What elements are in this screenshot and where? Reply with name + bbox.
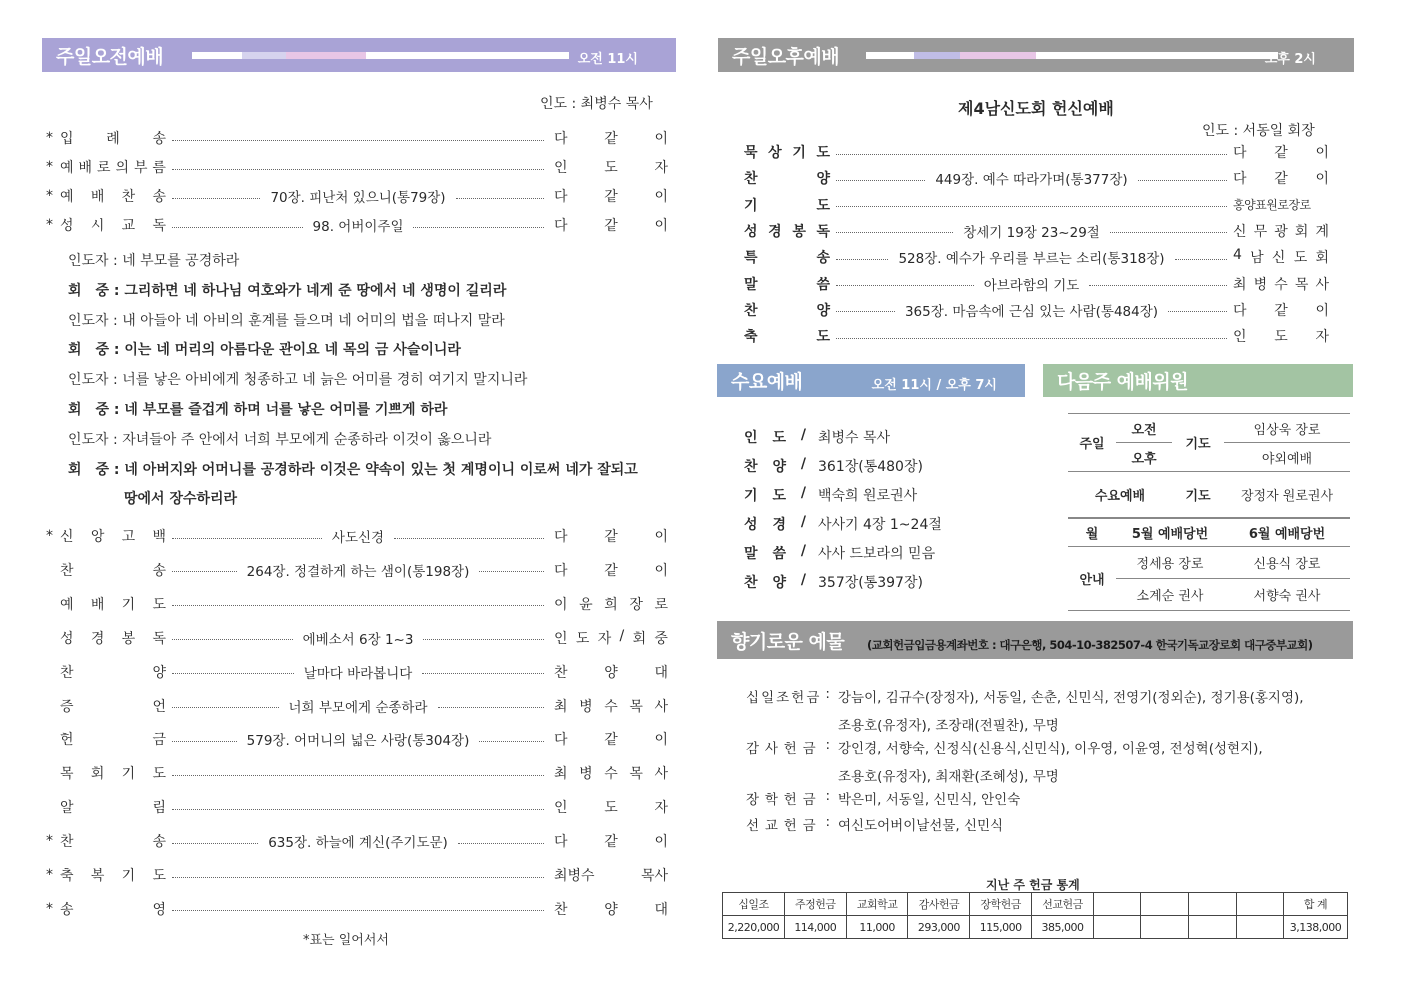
order-item-person: 4 남 신 도 회 — [1233, 247, 1329, 267]
order-row — [46, 183, 668, 209]
guide-label: 안내 — [1068, 547, 1116, 611]
stats-title: 지난 주 헌금 통계 — [986, 878, 1080, 892]
morning-title: 주일오전예배 — [56, 45, 164, 68]
stats-value-cell: 293,000 — [908, 916, 970, 939]
order-item-person: 최 병 수 목 사 — [554, 766, 668, 783]
order-item-name: 입 례 송 — [60, 131, 166, 147]
order-item-content: 70장. 피난처 있으니(통79장) — [166, 186, 550, 206]
order-row — [46, 154, 668, 180]
offering-names: 강늠이, 김규수(장정자), 서동일, 손춘, 신민식, 전영기(정외순), 정기용(홍지영), 조용호(유정자), 조장래(전필찬), 무명 — [838, 690, 1304, 734]
wednesday-value: 361장(통480장) — [818, 459, 923, 475]
order-row — [46, 125, 668, 151]
offering-row — [746, 737, 1263, 785]
offering-row — [746, 686, 1304, 734]
offering-type: 장 학 헌 금 : — [746, 788, 830, 808]
wednesday-row — [744, 543, 935, 563]
offering-names: 여신도어버이날선물, 신민식 — [838, 817, 1004, 834]
order-item-content — [166, 601, 550, 606]
wednesday-row — [744, 572, 923, 592]
order-item-name: 예 배 찬 송 — [60, 189, 166, 205]
order-item-content — [166, 136, 550, 141]
order-row — [46, 726, 668, 752]
order-item-name: 말 씀 — [744, 276, 830, 293]
order-item-person: 최병수 목사 — [554, 868, 668, 884]
may-header: 5월 예배당번 — [1116, 518, 1224, 547]
standing-mark: * — [46, 867, 53, 883]
stats-header-cell: 합 계 — [1284, 893, 1348, 916]
order-item-content: 너희 부모에게 순종하라 — [166, 696, 550, 716]
order-item-name: 축 복 기 도 — [60, 868, 166, 884]
order-item-content: 579장. 어머니의 넓은 사랑(통304장) — [166, 729, 550, 749]
stats-header-cell: 감사헌금 — [908, 893, 970, 916]
offering-title: 향기로운 예물 — [731, 630, 845, 653]
committee-title: 다음주 예배위원 — [1057, 371, 1189, 393]
am-label: 오전 — [1116, 414, 1172, 443]
offering-header — [717, 621, 1353, 659]
pm-label: 오후 — [1116, 443, 1172, 472]
offering-names: 강인경, 서향숙, 신정식(신용식,신민식), 이우영, 이윤영, 전성혁(성현지), 조용호(유정자), 최재환(조혜성), 무명 — [838, 741, 1263, 785]
order-row — [744, 244, 1329, 270]
order-item-content: 528장. 예수가 우리를 부르는 소리(통318장) — [830, 247, 1233, 267]
stats-header-cell — [1236, 893, 1284, 916]
wednesday-row — [744, 456, 923, 476]
morning-leader: 인도 : 최병수 목사 — [540, 96, 653, 112]
order-item-person: 인 도 자 — [554, 160, 668, 176]
order-item-content: 98. 어버이주일 — [166, 215, 550, 235]
order-item-content: 365장. 마음속에 근심 있는 사람(통484장) — [830, 300, 1233, 320]
stats-value-cell — [1236, 916, 1284, 939]
responsive-line: 인도자 : 자녀들아 주 안에서 너희 부모에게 순종하라 이것이 옳으니라 — [68, 431, 492, 448]
responsive-line: 회 중 : 이는 네 머리의 아름다운 관이요 네 목의 금 사슬이니라 — [68, 342, 461, 359]
wednesday-value: 357장(통397장) — [818, 575, 923, 591]
order-item-content — [830, 334, 1233, 339]
stats-header-cell: 교회학교 — [846, 893, 908, 916]
header-decor-bar — [192, 52, 569, 59]
order-item-name: 특 송 — [744, 250, 830, 267]
order-row — [744, 192, 1329, 218]
order-item-content: 449장. 예수 따라가며(통377장) — [830, 168, 1233, 188]
pm-pray-value: 야외예배 — [1224, 443, 1350, 472]
stats-value-cell — [1188, 916, 1236, 939]
order-row — [744, 165, 1329, 191]
order-item-content: 아브라함의 기도 — [830, 274, 1233, 294]
stats-value-cell — [1093, 916, 1141, 939]
wednesday-key: 찬 양 / — [744, 572, 806, 591]
order-row — [744, 323, 1329, 349]
order-item-name: 예 배 기 도 — [60, 596, 166, 613]
order-item-person: 찬 양 대 — [554, 901, 668, 918]
standing-mark: * — [46, 833, 53, 850]
stats-value-cell: 114,000 — [784, 916, 846, 939]
wednesday-key: 찬 양 / — [744, 456, 806, 475]
am-pray-value: 임상욱 장로 — [1224, 414, 1350, 443]
order-item-person: 다 같 이 — [1233, 171, 1329, 188]
order-item-person: 최 병 수 목 사 — [554, 698, 668, 715]
responsive-line: 땅에서 장수하리라 — [124, 491, 238, 508]
afternoon-leader: 인도 : 서동일 회장 — [1202, 123, 1315, 139]
order-row — [46, 212, 668, 238]
standing-mark: * — [46, 528, 53, 544]
order-item-name: 찬 양 — [744, 171, 830, 188]
order-row — [46, 591, 668, 617]
stats-header-cell: 주정헌금 — [784, 893, 846, 916]
offering-type: 감 사 헌 금 : — [746, 737, 830, 757]
committee-header — [1043, 364, 1353, 397]
order-row — [46, 862, 668, 888]
order-item-name: 성 경 봉 독 — [60, 630, 166, 647]
stats-header-cell: 장학헌금 — [970, 893, 1032, 916]
order-item-person: 인 도 자 — [1233, 329, 1329, 346]
june-header: 6월 예배당번 — [1224, 518, 1350, 547]
order-item-content: 264장. 정결하게 하는 샘이(통198장) — [166, 560, 550, 580]
order-item-person: 다 같 이 — [554, 131, 668, 147]
sunday-label: 주일 — [1068, 414, 1116, 472]
standing-mark: * — [46, 217, 53, 233]
wednesday-header — [717, 364, 1025, 397]
wed-pray-value: 장정자 원로권사 — [1224, 472, 1350, 518]
responsive-line: 회 중 : 네 부모를 즐겁게 하며 너를 낳은 어미를 기쁘게 하라 — [68, 402, 448, 418]
responsive-line: 인도자 : 네 부모를 공경하라 — [68, 253, 240, 269]
order-row — [46, 693, 668, 719]
standing-mark: * — [46, 130, 53, 146]
wednesday-key: 인 도 / — [744, 427, 806, 446]
stats-header-cell — [1093, 893, 1141, 916]
order-row — [744, 297, 1329, 323]
order-item-person: 홍양표원로장로 — [1233, 198, 1311, 213]
order-item-person: 다 같 이 — [554, 189, 668, 205]
order-item-name: 헌 금 — [60, 732, 166, 749]
morning-time: 오전 11시 — [577, 52, 638, 67]
order-item-person: 다 같 이 — [554, 218, 668, 234]
order-item-name: 송 영 — [60, 901, 166, 918]
responsive-line: 인도자 : 너를 낳은 아비에게 청종하고 네 늙은 어미를 경히 여기지 말지니라 — [68, 372, 528, 389]
june-guide-1: 신용식 장로 — [1224, 547, 1350, 579]
wednesday-row — [744, 514, 942, 534]
order-item-person: 다 같 이 — [554, 834, 668, 851]
order-item-name: 찬 송 — [60, 834, 166, 851]
offering-type: 십 일 조 헌 금 : — [746, 686, 830, 706]
standing-mark: * — [46, 188, 53, 204]
month-label: 월 — [1068, 518, 1116, 547]
order-item-name: 신 앙 고 백 — [60, 529, 166, 545]
order-row — [744, 139, 1329, 165]
wednesday-key: 성 경 / — [744, 514, 806, 533]
afternoon-title: 주일오후예배 — [732, 45, 840, 68]
order-item-person: 신 무 광 회 계 — [1233, 223, 1329, 240]
order-row — [46, 523, 668, 549]
afternoon-header — [718, 38, 1354, 72]
order-item-content — [830, 202, 1233, 207]
stats-value-cell — [1141, 916, 1189, 939]
wednesday-value: 사사기 4장 1~24절 — [818, 517, 942, 533]
stats-value-cell: 11,000 — [846, 916, 908, 939]
order-item-content: 창세기 19장 23~29절 — [830, 221, 1233, 241]
june-guide-2: 서향숙 권사 — [1224, 579, 1350, 611]
order-item-name: 목 회 기 도 — [60, 766, 166, 783]
responsive-line: 회 중 : 그리하면 네 하나님 여호와가 네게 준 땅에서 네 생명이 길리라 — [68, 282, 507, 299]
order-item-content: 에베소서 6장 1~3 — [166, 628, 550, 648]
order-row — [46, 828, 668, 854]
stats-header-cell — [1141, 893, 1189, 916]
wed-pray-label: 기도 — [1172, 472, 1224, 518]
order-item-content: 사도신경 — [166, 526, 550, 546]
standing-note: *표는 일어서서 — [303, 933, 389, 948]
order-item-person: 다 같 이 — [554, 732, 668, 749]
order-item-name: 찬 양 — [60, 664, 166, 681]
header-decor-bar — [866, 52, 1278, 59]
offering-row — [746, 788, 1020, 808]
order-row — [46, 794, 668, 820]
order-item-content: 날마다 바라봅니다 — [166, 662, 550, 682]
order-row — [46, 625, 668, 651]
order-item-name: 찬 송 — [60, 562, 166, 579]
order-item-content — [166, 906, 550, 911]
order-row — [46, 896, 668, 922]
afternoon-subtitle: 제4남신도회 헌신예배 — [958, 99, 1114, 118]
wednesday-title: 수요예배 — [731, 371, 803, 393]
wed-label: 수요예배 — [1068, 472, 1172, 518]
bank-account: (교회헌금입금용계좌번호 : 대구은행, 504-10-382507-4 한국기독교장로회 대구중부교회) — [867, 638, 1313, 652]
order-row — [46, 760, 668, 786]
order-item-content — [166, 873, 550, 878]
stats-table — [722, 892, 1348, 939]
stats-value-cell: 2,220,000 — [723, 916, 785, 939]
order-item-name: 기 도 — [744, 197, 830, 214]
stats-header-cell — [1188, 893, 1236, 916]
offering-names: 박은미, 서동일, 신민식, 안인숙 — [838, 792, 1021, 808]
stats-header-cell: 선교헌금 — [1032, 893, 1094, 916]
order-row — [744, 271, 1329, 297]
wednesday-row — [744, 427, 890, 447]
order-item-name: 예 배 로 의 부 름 — [60, 160, 166, 176]
order-item-content — [166, 165, 550, 170]
order-item-person: 인 도 자 / 회 중 — [554, 627, 668, 647]
order-item-content — [166, 771, 550, 776]
standing-mark: * — [46, 900, 53, 917]
order-item-person: 다 같 이 — [1233, 145, 1329, 161]
afternoon-time: 오후 2시 — [1264, 52, 1316, 67]
order-item-person: 다 같 이 — [554, 529, 668, 545]
pray-label: 기도 — [1172, 414, 1224, 472]
morning-header — [42, 38, 676, 72]
standing-mark: * — [46, 159, 53, 175]
stats-value-cell: 3,138,000 — [1284, 916, 1348, 939]
wednesday-key: 말 씀 / — [744, 543, 806, 562]
order-item-person: 다 같 이 — [554, 562, 668, 579]
order-item-person: 찬 양 대 — [554, 664, 668, 681]
responsive-line: 회 중 : 네 아버지와 어머니를 공경하라 이것은 약속이 있는 첫 계명이니 이로써 네가 잘되고 — [68, 461, 638, 478]
order-item-person: 인 도 자 — [554, 800, 668, 817]
offering-row — [746, 814, 1003, 834]
wednesday-value: 최병수 목사 — [818, 430, 891, 446]
order-item-content: 635장. 하늘에 계신(주기도문) — [166, 831, 550, 851]
order-item-name: 찬 양 — [744, 302, 830, 319]
may-guide-2: 소계순 권사 — [1116, 579, 1224, 611]
order-item-content — [166, 805, 550, 810]
order-item-person: 다 같 이 — [1233, 302, 1329, 319]
order-item-content — [830, 150, 1233, 155]
stats-value-cell: 115,000 — [970, 916, 1032, 939]
stats-header-cell: 십일조 — [723, 893, 785, 916]
stats-value-cell: 385,000 — [1032, 916, 1094, 939]
wednesday-value: 백숙희 원로권사 — [818, 488, 918, 504]
may-guide-1: 정세용 장로 — [1116, 547, 1224, 579]
order-item-person: 이 윤 희 장 로 — [554, 596, 668, 613]
wednesday-value: 사사 드보라의 믿음 — [818, 546, 936, 562]
order-item-name: 알 림 — [60, 800, 166, 817]
order-item-name: 묵 상 기 도 — [744, 145, 830, 161]
order-item-person: 최 병 수 목 사 — [1233, 276, 1329, 293]
responsive-line: 인도자 : 내 아들아 네 아비의 훈계를 들으며 네 어미의 법을 떠나지 말라 — [68, 312, 505, 329]
order-item-name: 성 경 봉 독 — [744, 223, 830, 240]
committee-table — [1068, 413, 1350, 611]
order-item-name: 축 도 — [744, 329, 830, 346]
order-row — [744, 218, 1329, 244]
wednesday-key: 기 도 / — [744, 485, 806, 504]
wednesday-row — [744, 485, 917, 505]
order-row — [46, 557, 668, 583]
order-item-name: 증 언 — [60, 698, 166, 715]
wednesday-time: 오전 11시 / 오후 7시 — [871, 378, 997, 393]
offering-type: 선 교 헌 금 : — [746, 813, 830, 834]
order-row — [46, 659, 668, 685]
order-item-name: 성 시 교 독 — [60, 218, 166, 234]
